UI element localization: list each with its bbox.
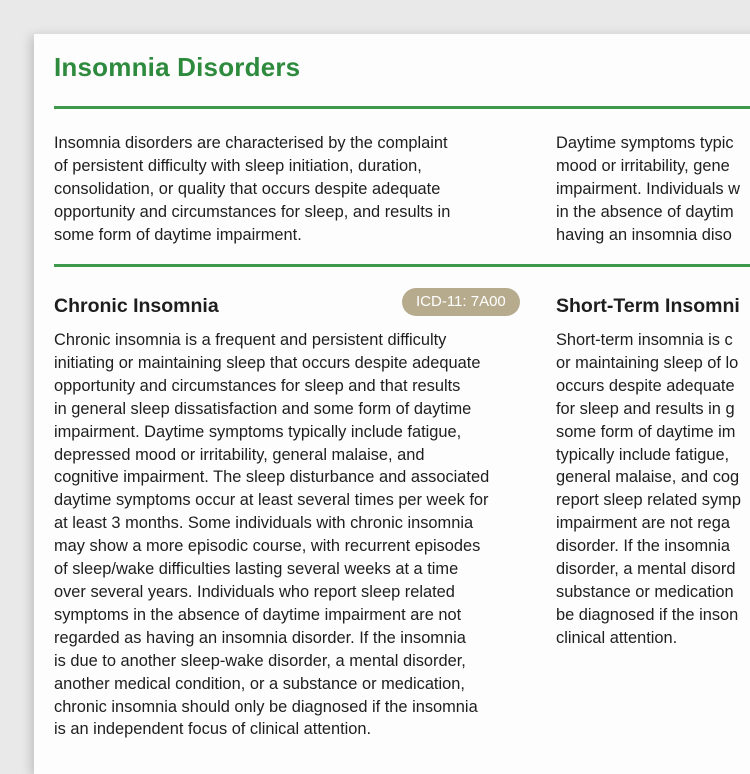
intro-paragraph-left: Insomnia disorders are characterised by the complaint of persistent difficulty with sleep initiation, duration, consolidation, or quality that occurs despite adequate opportunity and circumstances for sleep, and results in some form of daytime impairment. [54, 134, 451, 244]
chronic-insomnia-body: Chronic insomnia is a frequent and persistent difficulty initiating or maintaining sleep that occurs despite adequate opportunity and circumstances for sleep and that results in general sleep dissatisfaction and some form of daytime impairment. Daytime symptoms typically include fatigue, depressed mood or irritability, general malaise, and cognitive impairment. The sleep disturbance and associated daytime symptoms occur at least several times per week for at least 3 months. Some individuals with chronic insomnia may show a more episodic course, with recurrent episodes of sleep/wake difficulties lasting several weeks at a time over several years. Individuals who report sleep related symptoms in the absence of daytime impairment are not regarded as having an insomnia disorder. If the insomnia is due to another sleep-wake disorder, a mental disorder, another medical condition, or a substance or medication, chronic insomnia should only be diagnosed if the insomnia is an independent focus of clinical attention. [54, 331, 490, 739]
icd-code-badge: ICD-11: 7A00 [402, 288, 520, 316]
chronic-insomnia-heading: Chronic Insomnia [54, 295, 219, 317]
short-term-insomnia-body: Short-term insomnia is c or maintaining sleep of lo occurs despite adequate for sleep and results in g some form of daytime im typically include fatigue, general malaise, and cog report sleep related symp impairment are not rega disorder. If the insomnia disorder, a mental disord substance or medication be diagnosed if the inson clinical attention. [556, 331, 741, 647]
document-page [34, 34, 750, 774]
short-term-insomnia-heading: Short-Term Insomni [556, 295, 740, 317]
section-divider [54, 264, 750, 267]
page-title: Insomnia Disorders [54, 52, 301, 82]
intro-paragraph-right: Daytime symptoms typic mood or irritability, gene impairment. Individuals w in the absence of daytim having an insomnia diso [556, 134, 741, 244]
title-divider [54, 106, 750, 109]
